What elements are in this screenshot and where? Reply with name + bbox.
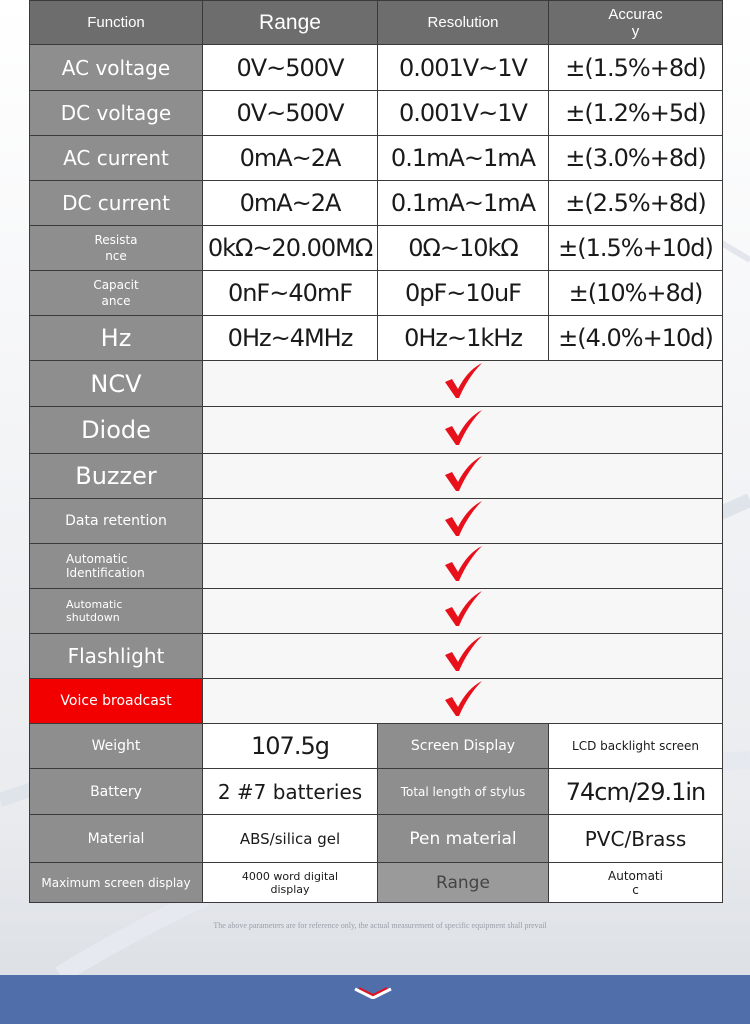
- resolution-cell: 0.001V~1V: [378, 45, 549, 91]
- feature-row: [30, 454, 723, 499]
- pen-material-label: Pen material: [378, 815, 549, 863]
- accuracy-cell: ±(1.5%+8d): [549, 45, 723, 91]
- feature-label: Data retention: [30, 499, 203, 544]
- screen-display-value: LCD backlight screen: [549, 724, 723, 769]
- resolution-cell: 0.1mA~1mA: [378, 181, 549, 226]
- battery-value: 2 #7 batteries: [203, 769, 378, 815]
- row-label: Capacit ance: [30, 271, 203, 316]
- accuracy-cell: ±(1.2%+5d): [549, 91, 723, 136]
- row-label: DC current: [30, 181, 203, 226]
- range-cell: 0nF~40mF: [203, 271, 378, 316]
- table-row: [30, 316, 723, 361]
- feature-label: Diode: [30, 407, 203, 454]
- range-cell: 0mA~2A: [203, 136, 378, 181]
- header-range: Range: [203, 1, 378, 45]
- feature-row: [30, 407, 723, 454]
- screen-display-label: Screen Display: [378, 724, 549, 769]
- header-function: Function: [30, 1, 203, 45]
- range-cell: 0kΩ~20.00MΩ: [203, 226, 378, 271]
- resolution-cell: 0.001V~1V: [378, 91, 549, 136]
- feature-row: [30, 589, 723, 634]
- header-accuracy: Accurac y: [549, 1, 723, 45]
- spec-row: [30, 863, 723, 903]
- header-resolution: Resolution: [378, 1, 549, 45]
- pen-material-value: PVC/Brass: [549, 815, 723, 863]
- range-cell: 0Hz~4MHz: [203, 316, 378, 361]
- feature-label: NCV: [30, 361, 203, 407]
- checkmark-icon: [442, 590, 484, 633]
- resolution-cell: 0Ω~10kΩ: [378, 226, 549, 271]
- weight-label: Weight: [30, 724, 203, 769]
- feature-row: [30, 634, 723, 679]
- feature-check-cell: [203, 679, 723, 724]
- feature-check-cell: [203, 589, 723, 634]
- table-row: [30, 181, 723, 226]
- row-label: DC voltage: [30, 91, 203, 136]
- feature-check-cell: [203, 634, 723, 679]
- resolution-cell: 0Hz~1kHz: [378, 316, 549, 361]
- feature-check-cell: [203, 407, 723, 454]
- table-row: [30, 271, 723, 316]
- table-row: [30, 45, 723, 91]
- footnote: The above parameters are for reference only, the actual measurement of specific equipment shall prevail: [213, 921, 547, 930]
- accuracy-cell: ±(10%+8d): [549, 271, 723, 316]
- max-display-label: Maximum screen display: [30, 863, 203, 903]
- battery-label: Battery: [30, 769, 203, 815]
- range-cell: 0mA~2A: [203, 181, 378, 226]
- stylus-length-value: 74cm/29.1in: [549, 769, 723, 815]
- range-mode-value: Automati c: [549, 863, 723, 903]
- accuracy-cell: ±(3.0%+8d): [549, 136, 723, 181]
- row-label: Resista nce: [30, 226, 203, 271]
- checkmark-icon: [442, 635, 484, 678]
- feature-label: Voice broadcast: [30, 679, 203, 724]
- resolution-cell: 0.1mA~1mA: [378, 136, 549, 181]
- spec-row: [30, 769, 723, 815]
- spec-row: [30, 724, 723, 769]
- spec-table: [29, 0, 723, 903]
- feature-check-cell: [203, 544, 723, 589]
- checkmark-icon: [442, 500, 484, 543]
- range-cell: 0V~500V: [203, 91, 378, 136]
- table-header-row: [30, 1, 723, 45]
- max-display-value: 4000 word digital display: [203, 863, 378, 903]
- feature-check-cell: [203, 361, 723, 407]
- feature-label: Flashlight: [30, 634, 203, 679]
- feature-row: [30, 361, 723, 407]
- feature-row: [30, 679, 723, 724]
- row-label: Hz: [30, 316, 203, 361]
- checkmark-icon: [442, 455, 484, 498]
- resolution-cell: 0pF~10uF: [378, 271, 549, 316]
- material-label: Material: [30, 815, 203, 863]
- row-label: AC voltage: [30, 45, 203, 91]
- checkmark-icon: [442, 362, 484, 405]
- feature-row: [30, 499, 723, 544]
- range-mode-label: Range: [378, 863, 549, 903]
- table-row: [30, 226, 723, 271]
- checkmark-icon: [442, 545, 484, 588]
- accuracy-cell: ±(2.5%+8d): [549, 181, 723, 226]
- feature-label: Automatic Identification: [30, 544, 203, 589]
- feature-check-cell: [203, 454, 723, 499]
- feature-check-cell: [203, 499, 723, 544]
- range-cell: 0V~500V: [203, 45, 378, 91]
- accuracy-cell: ±(1.5%+10d): [549, 226, 723, 271]
- checkmark-icon: [442, 680, 484, 723]
- bottom-banner: [0, 975, 750, 1024]
- feature-label: Automatic shutdown: [30, 589, 203, 634]
- material-value: ABS/silica gel: [203, 815, 378, 863]
- checkmark-icon: [442, 409, 484, 452]
- table-row: [30, 136, 723, 181]
- feature-label: Buzzer: [30, 454, 203, 499]
- stylus-length-label: Total length of stylus: [378, 769, 549, 815]
- accuracy-cell: ±(4.0%+10d): [549, 316, 723, 361]
- spec-row: [30, 815, 723, 863]
- feature-row: [30, 544, 723, 589]
- table-row: [30, 91, 723, 136]
- weight-value: 107.5g: [203, 724, 378, 769]
- brand-logo-icon: [353, 985, 393, 999]
- row-label: AC current: [30, 136, 203, 181]
